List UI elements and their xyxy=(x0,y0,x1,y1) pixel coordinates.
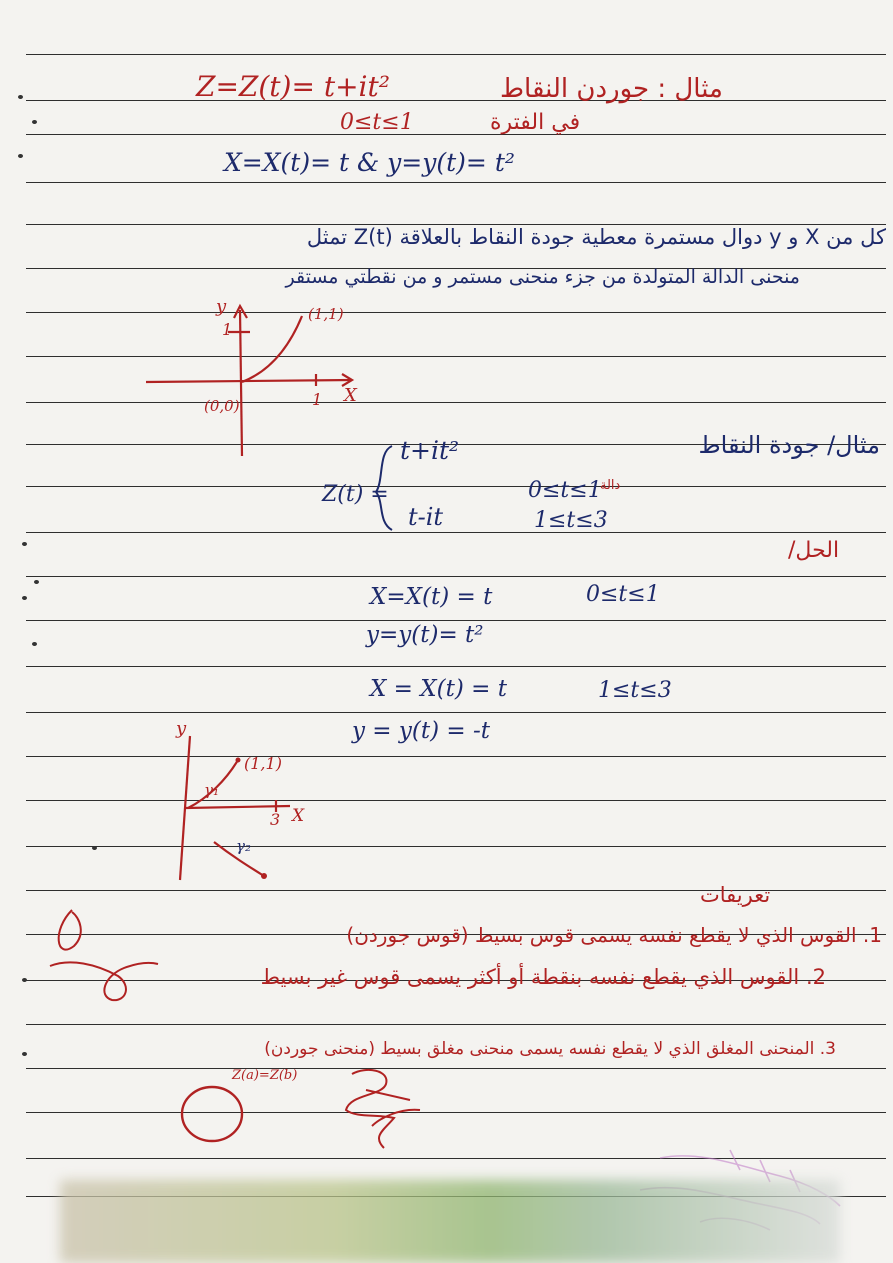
definition-item-1: 1. القوس الذي لا يقطع نفسه يسمى قوس بسيط (قوس جوردن) xyxy=(346,923,882,947)
example2-case1-expr: t+it² xyxy=(400,436,460,465)
graph-2-curve-1-label: γ₁ xyxy=(204,781,219,799)
closed-condition: Z(a)=Z(b) xyxy=(232,1068,298,1083)
bottom-shadow xyxy=(60,1180,840,1263)
graph-1-y-label: y xyxy=(216,296,227,317)
solution-heading: الحل/ xyxy=(788,538,840,563)
example2-case2-interval: 1≤t≤3 xyxy=(534,508,608,533)
solution-x2: X = X(t) = t xyxy=(370,676,507,702)
definition-item-2: 2. القوس الذي يقطع نفسه بنقطة أو أكثر يسمى قوس غير بسيط xyxy=(260,965,826,989)
example2-side-note: دالة xyxy=(600,478,621,493)
example1-xy-param: X=X(t)= t & y=y(t)= t² xyxy=(224,148,515,177)
graph-1-y-tick: 1 xyxy=(222,320,233,339)
definitions-heading: تعريفات xyxy=(700,883,771,907)
solution-interval2: 1≤t≤3 xyxy=(598,678,672,703)
example2-heading: مثال/ جودة النقاط xyxy=(698,431,880,459)
example2-z-label: Z(t) = xyxy=(322,482,389,507)
graph-2-x-label: X xyxy=(292,806,305,826)
example1-interval: 0≤t≤1 xyxy=(340,110,414,135)
example1-heading: مثال : جوردن النقاط xyxy=(500,74,723,104)
graph-1-end-label: (1,1) xyxy=(308,305,344,323)
example1-z-definition: Z=Z(t)= t+it² xyxy=(196,70,390,103)
example2-case1-interval: 0≤t≤1 xyxy=(528,478,602,503)
solution-y1: y=y(t)= t² xyxy=(366,622,484,648)
graph-1-x-label: X xyxy=(344,385,357,406)
example1-heading-sub: في الفترة xyxy=(490,110,581,135)
graph-2-point-label: (1,1) xyxy=(244,754,282,773)
graph-1-x-tick: 1 xyxy=(312,390,323,409)
graph-2-x-tick: 3 xyxy=(270,810,281,829)
graph-1-origin-label: (0,0) xyxy=(204,397,240,415)
solution-x1: X=X(t) = t xyxy=(370,584,493,610)
graph-2-curve-2-label: γ₂ xyxy=(236,837,251,855)
explanation-line-1: كل من X و y دوال مستمرة معطية جودة النقاط بالعلاقة Z(t) تمثل xyxy=(306,225,886,249)
definition-item-3: 3. المنحنى المغلق الذي لا يقطع نفسه يسمى منحنى مغلق بسيط (منحنى جوردن) xyxy=(264,1039,836,1059)
solution-y2: y = y(t) = -t xyxy=(352,718,490,744)
explanation-line-2: منحنى الدالة المتولدة من جزء منحنى مستمر و من نقطتي مستقر xyxy=(285,266,800,288)
solution-interval1: 0≤t≤1 xyxy=(586,582,660,607)
example2-case2-expr: t-it xyxy=(408,503,444,531)
graph-2-y-label: y xyxy=(176,718,187,739)
